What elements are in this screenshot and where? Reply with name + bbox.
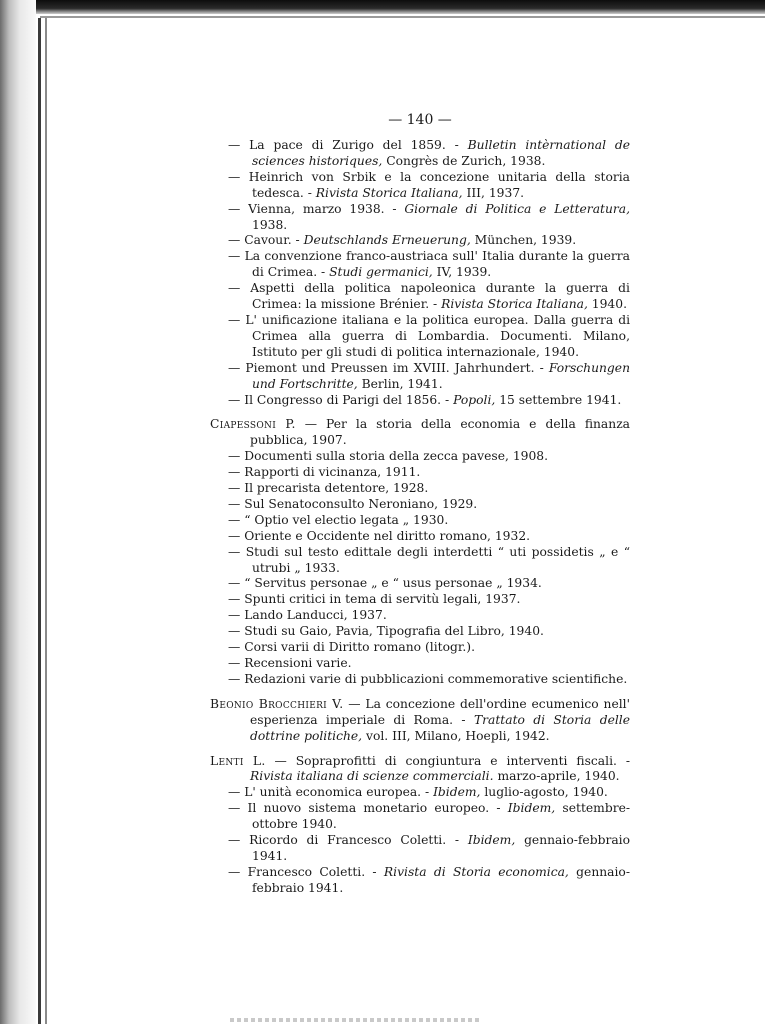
binding-edge xyxy=(38,18,41,1024)
page-number: — 140 — xyxy=(388,112,452,128)
bib-entry: — L' unificazione italiana e la politica europea. Dalla guerra di Crimea alla guerra di Lombardia. Documenti. Milano, Istituto per gli studi di politica internazionale, 1940. xyxy=(228,312,630,359)
section-gap xyxy=(210,688,630,697)
bib-entry: — Cavour. - Deutschlands Erneuerung, München, 1939. xyxy=(228,233,577,248)
binding-edge-inner xyxy=(45,18,47,1024)
author-entry-brocchieri: Beonio Brocchieri V. — La concezione dell'ordine ecumenico nell' esperienza imperiale di Roma. - Trattato di Storia delle dottrine politiche, vol. III, Milano, Hoepli, 1942. xyxy=(210,696,630,743)
section-gap xyxy=(210,745,630,754)
bib-entry: — Il Congresso di Parigi del 1856. - Popoli, 15 settembre 1941. xyxy=(228,392,622,407)
bib-entry: — La convenzione franco-austriaca sull' Italia durante la guerra di Crimea. - Studi germanici, IV, 1939. xyxy=(228,249,630,280)
bib-entry: — Sul Senatoconsulto Neroniano, 1929. xyxy=(228,496,478,511)
author-name: Ciapessoni P. xyxy=(210,417,296,432)
bib-entry: — Studi su Gaio, Pavia, Tipografia del Libro, 1940. xyxy=(228,624,544,639)
bib-entry: — Oriente e Occidente nel diritto romano, 1932. xyxy=(228,528,531,543)
bib-entry: — Francesco Coletti. - Rivista di Storia economica, gennaio-febbraio 1941. xyxy=(228,864,630,895)
bib-entry: — Vienna, marzo 1938. - Giornale di Politica e Letteratura, 1938. xyxy=(228,201,631,232)
bib-entry: — Studi sul testo edittale degli interdetti “ uti possidetis „ e “ utrubi „ 1933. xyxy=(228,544,630,575)
bib-entry: — Corsi varii di Diritto romano (litogr.). xyxy=(228,640,476,655)
scan-smudge-bottom xyxy=(230,1018,480,1022)
document-page xyxy=(210,112,630,897)
bib-entry: — Rapporti di vicinanza, 1911. xyxy=(228,465,421,480)
author-entry-lenti: Lenti L. — Sopraprofitti di congiuntura e interventi fiscali. - Rivista italiana di scienze commerciali. marzo-aprile, 1940. xyxy=(210,753,630,784)
bib-entry: — Heinrich von Srbik e la concezione unitaria della storia tedesca. - Rivista Storica Italiana, III, 1937. xyxy=(228,169,630,200)
bib-entry: — L' unità economica europea. - Ibidem, luglio-agosto, 1940. xyxy=(228,785,608,800)
bib-entry: — “ Optio vel electio legata „ 1930. xyxy=(228,512,449,527)
bib-entry: — Lando Landucci, 1937. xyxy=(228,608,387,623)
scan-binding-shadow xyxy=(0,0,36,1024)
bib-entry: — Piemont und Preussen im XVIII. Jahrhundert. - Forschungen und Fortschritte, Berlin, 1941. xyxy=(228,360,630,391)
author-name: Lenti L. xyxy=(210,753,266,768)
bib-entry: — Aspetti della politica napoleonica durante la guerra di Crimea: la missione Brénier. - Rivista Storica Italiana, 1940. xyxy=(228,281,630,312)
bib-entry: — Redazioni varie di pubblicazioni commemorative scientifiche. xyxy=(228,671,628,686)
bib-entry: — La pace di Zurigo del 1859. - Bulletin intèrnational de sciences historiques, Congrès de Zurich, 1938. xyxy=(228,138,630,168)
bib-entry: — Recensioni varie. xyxy=(228,656,352,670)
bib-entry: — Il nuovo sistema monetario europeo. - Ibidem, settembre-ottobre 1940. xyxy=(228,801,631,832)
bibliography xyxy=(210,138,630,897)
author-entry-ciapessoni: Ciapessoni P. — Per la storia della economia e della finanza pubblica, 1907. xyxy=(210,417,630,448)
author-name: Beonio Brocchieri V. xyxy=(210,696,344,711)
bib-entry: — “ Servitus personae „ e “ usus personae „ 1934. xyxy=(228,576,542,591)
bib-entry: — Documenti sulla storia della zecca pavese, 1908. xyxy=(228,449,549,464)
scan-edge-top xyxy=(0,0,765,14)
bib-entry: — Spunti critici in tema di servitù legali, 1937. xyxy=(228,592,521,607)
bib-entry: — Ricordo di Francesco Coletti. - Ibidem, gennaio-febbraio 1941. xyxy=(228,833,630,863)
scan-rule-top xyxy=(40,16,765,18)
section-gap xyxy=(210,408,630,417)
bib-entry: — Il precarista detentore, 1928. xyxy=(228,481,429,496)
